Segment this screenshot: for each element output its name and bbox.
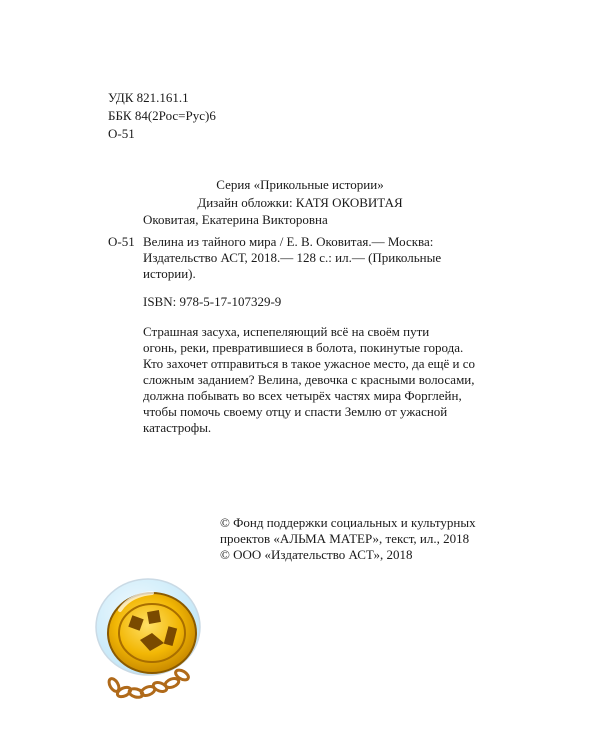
series-title: Серия «Прикольные истории» xyxy=(216,177,384,192)
abstract-line: должна побывать во всех четырёх частях мира Форглейн, xyxy=(143,388,462,403)
bibliographic-record xyxy=(143,234,465,282)
copyright-line: проектов «АЛЬМА МАТЕР», текст, ил., 2018 xyxy=(220,531,470,546)
abstract-line: сложным заданием? Велина, девочка с красными волосами, xyxy=(143,372,475,387)
isbn: ISBN: 978-5-17-107329-9 xyxy=(143,294,282,309)
cover-design-credit: Дизайн обложки: КАТЯ ОКОВИТАЯ xyxy=(197,195,403,210)
bib-line: истории). xyxy=(143,266,196,281)
catalog-code: О-51 xyxy=(108,234,135,249)
abstract-line: огонь, реки, превратившиеся в болота, покинутые города. xyxy=(143,340,464,355)
bbk-code: ББК 84(2Рос=Рус)6 xyxy=(108,108,216,123)
copyright-line: © ООО «Издательство АСТ», 2018 xyxy=(220,547,413,562)
bib-line: Велина из тайного мира / Е. В. Оковитая.— Москва: xyxy=(143,234,434,249)
abstract-line: катастрофы. xyxy=(143,420,212,435)
udk-code: УДК 821.161.1 xyxy=(108,90,189,105)
author-name: Оковитая, Екатерина Викторовна xyxy=(143,212,328,227)
classification-block xyxy=(108,89,216,143)
copyright-block xyxy=(220,515,476,563)
golden-medallion-icon xyxy=(90,565,230,715)
abstract-line: Кто захочет отправиться в такое ужасное место, да ещё и со xyxy=(143,356,476,371)
bib-line: Издательство АСТ, 2018.— 128 с.: ил.— (Прикольные xyxy=(143,250,442,265)
copyright-line: © Фонд поддержки социальных и культурных xyxy=(220,515,476,530)
series-block xyxy=(0,176,600,212)
abstract-line: чтобы помочь своему отцу и спасти Землю от ужасной xyxy=(143,404,448,419)
author-mark: О-51 xyxy=(108,126,135,141)
abstract xyxy=(143,324,476,436)
abstract-line: Страшная засуха, испепеляющий всё на своём пути xyxy=(143,324,430,339)
